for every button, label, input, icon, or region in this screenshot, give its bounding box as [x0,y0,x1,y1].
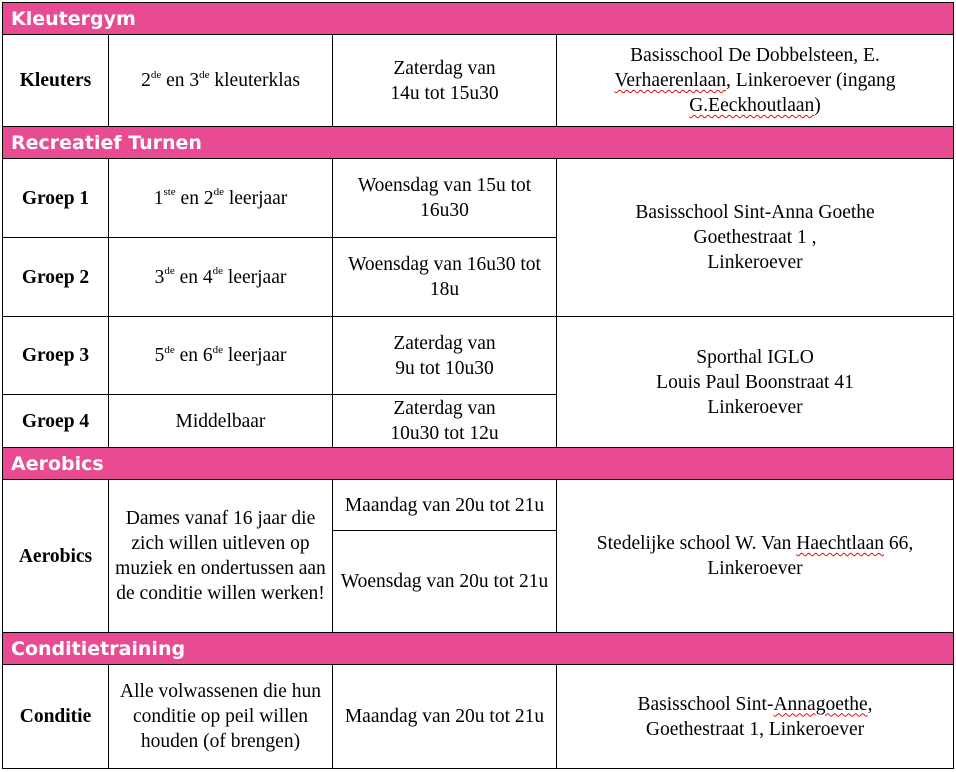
section-header-kleutergym [3,3,954,35]
level-cell: 3de en 4de leerjaar [109,238,333,317]
table-row [3,317,954,395]
level-cell: Middelbaar [109,395,333,448]
section-header-conditietraining [3,633,954,665]
level-cell: 2de en 3de kleuterklas [109,35,333,127]
table-row [3,665,954,769]
table-row [3,480,954,531]
level-cell: Dames vanaf 16 jaar die zich willen uitleven op muziek en ondertussen aan de conditie willen werken! [109,480,333,633]
group-cell: Aerobics [3,480,109,633]
time-cell: Maandag van 20u tot 21u [333,480,557,531]
table-row [3,159,954,238]
time-cell: Woensdag van 16u30 tot 18u [333,238,557,317]
section-title: Kleutergym [3,3,954,35]
location-cell: Sporthal IGLO Louis Paul Boonstraat 41 Linkeroever [557,317,954,448]
table-row [3,35,954,127]
time-cell: Zaterdag van 14u tot 15u30 [333,35,557,127]
group-cell: Conditie [3,665,109,769]
location-cell: Stedelijke school W. Van Haechtlaan 66, Linkeroever [557,480,954,633]
section-title: Aerobics [3,448,954,480]
group-cell: Kleuters [3,35,109,127]
group-cell: Groep 3 [3,317,109,395]
section-title: Recreatief Turnen [3,127,954,159]
section-header-aerobics [3,448,954,480]
level-cell: Alle volwassenen die hun conditie op peil willen houden (of brengen) [109,665,333,769]
time-cell: Zaterdag van 10u30 tot 12u [333,395,557,448]
location-cell: Basisschool De Dobbelsteen, E. Verhaerenlaan, Linkeroever (ingang G.Eeckhoutlaan) [557,35,954,127]
section-title: Conditietraining [3,633,954,665]
time-cell: Woensdag van 15u tot 16u30 [333,159,557,238]
location-cell: Basisschool Sint-Annagoethe, Goethestraat 1, Linkeroever [557,665,954,769]
group-cell: Groep 4 [3,395,109,448]
time-cell: Woensdag van 20u tot 21u [333,531,557,633]
level-cell: 1ste en 2de leerjaar [109,159,333,238]
location-cell: Basisschool Sint-Anna Goethe Goethestraat 1 , Linkeroever [557,159,954,317]
level-cell: 5de en 6de leerjaar [109,317,333,395]
time-cell: Zaterdag van 9u tot 10u30 [333,317,557,395]
group-cell: Groep 1 [3,159,109,238]
time-cell: Maandag van 20u tot 21u [333,665,557,769]
section-header-recreatief-turnen [3,127,954,159]
schedule-table [2,2,954,769]
group-cell: Groep 2 [3,238,109,317]
